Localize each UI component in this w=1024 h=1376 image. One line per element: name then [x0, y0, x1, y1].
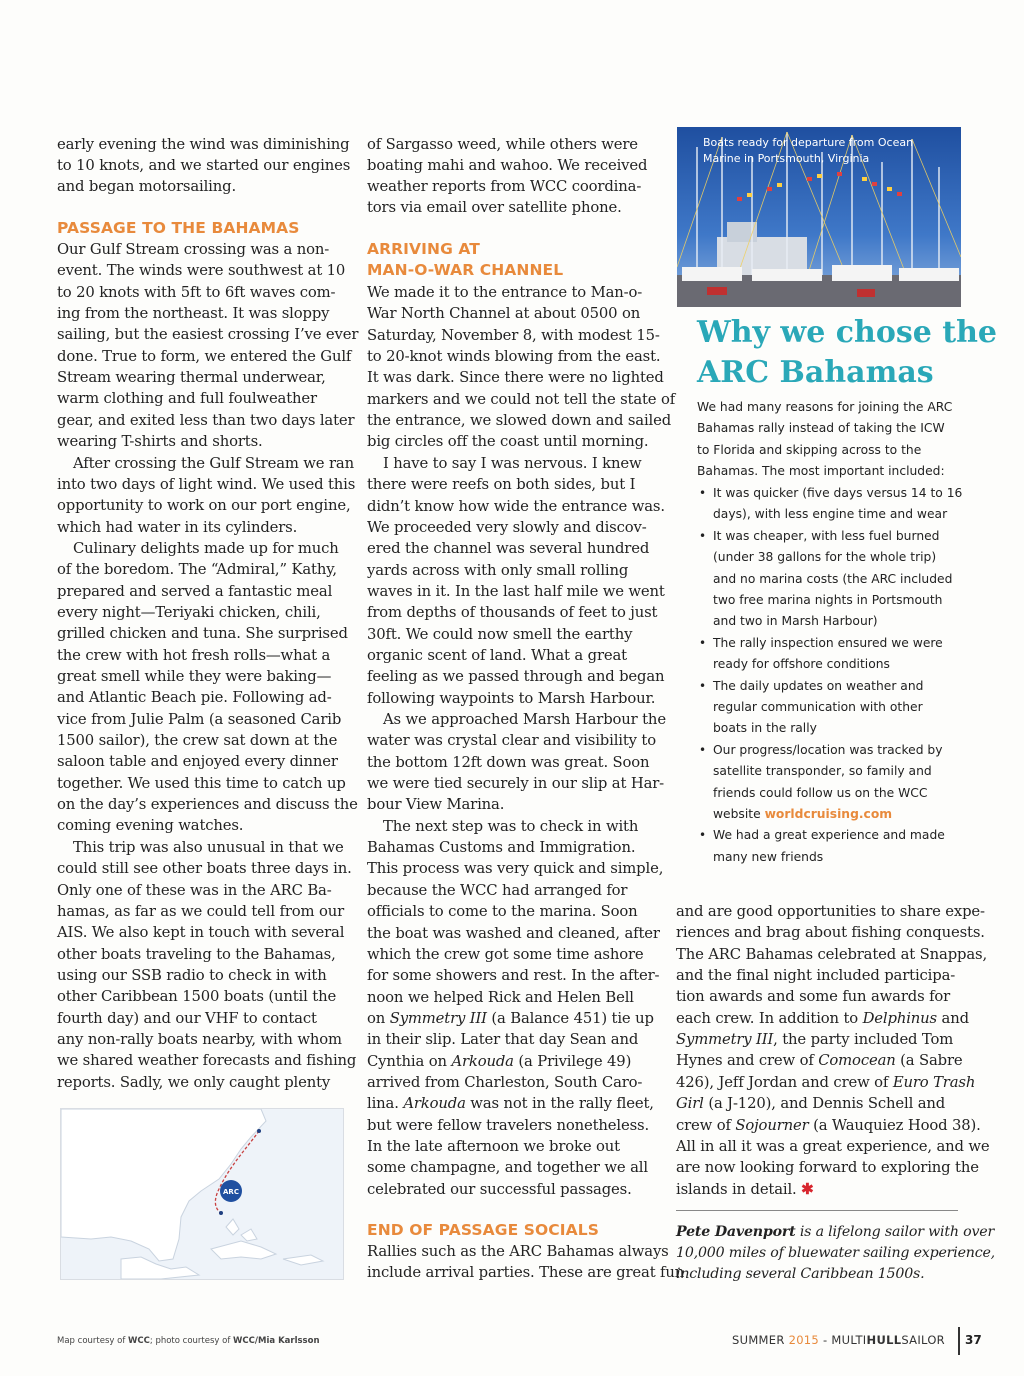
text-segment: feeling as we passed through and began: [367, 668, 665, 686]
text-segment: Hynes and crew of: [676, 1052, 819, 1070]
text-line: done. True to form, we entered the Gulf: [57, 347, 352, 365]
credit-text: WCC/Mia Karlsson: [233, 1336, 320, 1346]
text-line: wearing T-shirts and shorts.: [57, 433, 263, 451]
arc-badge-label: ARC: [223, 1188, 239, 1196]
text-line: [676, 1052, 963, 1069]
bullet-text: [713, 507, 947, 521]
boat-name: Symmetry III: [389, 1009, 487, 1027]
text-segment: the bottom 12ft down was great. Soon: [367, 753, 650, 771]
footer-year: 2015: [788, 1333, 820, 1347]
text-segment: markers and we could not tell the state of: [367, 390, 676, 408]
text-line: [676, 1074, 975, 1091]
text-line: [676, 1138, 990, 1155]
text-line: and Atlantic Beach pie. Following ad-: [57, 689, 332, 707]
route-map: [60, 1108, 344, 1280]
text-line: [367, 839, 635, 856]
sidebar-intro: Bahamas rally instead of taking the ICW: [697, 421, 945, 435]
author-bio-2: 10,000 miles of bluewater sailing experience,: [676, 1245, 995, 1261]
text-line: saloon table and enjoyed every dinner: [57, 753, 338, 771]
bullet-dot: •: [699, 828, 707, 843]
worldcruising-link[interactable]: worldcruising.com: [764, 807, 893, 821]
section-heading-passage: PASSAGE TO THE BAHAMAS: [57, 219, 300, 237]
text-line: [676, 1181, 813, 1198]
bullet-text-segment: regular communication with other: [713, 700, 923, 714]
bullet-dot: •: [699, 678, 707, 693]
author-bio-1: [676, 1224, 994, 1240]
text-segment: lina.: [367, 1095, 404, 1113]
boat-name: Arkouda: [403, 1095, 466, 1113]
bullet-text-segment: The rally inspection ensured we were: [713, 635, 943, 650]
bullet-text: [713, 636, 943, 650]
sidebar-intro: to Florida and skipping across to the: [697, 443, 922, 457]
sidebar-intro: Bahamas. The most important included:: [697, 464, 945, 478]
text-segment: celebrated our successful passages.: [367, 1180, 632, 1198]
text-line: the crew with hot fresh rolls—what a: [57, 646, 331, 664]
text-segment: As we approached Marsh Harbour the: [383, 711, 666, 728]
text-line: of the boredom. The “Admiral,” Kathy,: [57, 561, 337, 579]
author-name: Pete Davenport: [676, 1224, 796, 1240]
text-line: [676, 1010, 969, 1027]
bullet-text-segment: We had a great experience and made: [713, 828, 945, 843]
text-line: Rallies such as the ARC Bahamas always: [367, 1243, 669, 1260]
bullet-text-segment: website: [713, 807, 765, 821]
text-segment: and: [936, 1009, 969, 1027]
text-line: [367, 1074, 642, 1091]
text-segment: there were reefs on both sides, but I: [367, 476, 636, 494]
text-line: every night—Teriyaki chicken, chili,: [57, 603, 321, 621]
sidebar-title-2: ARC Bahamas: [697, 355, 934, 390]
text-segment: officials to come to the marina. Soon: [367, 903, 638, 921]
boat-name: Girl: [676, 1095, 704, 1113]
text-line: [676, 1095, 945, 1112]
text-line: [367, 583, 665, 600]
text-line: which had water in its cylinders.: [57, 518, 298, 536]
text-line: Only one of these was in the ARC Ba-: [57, 881, 332, 899]
divider: [676, 1210, 958, 1211]
text-line: [367, 1053, 631, 1070]
text-line: [383, 711, 666, 728]
text-line: great smell while they were baking—: [57, 668, 332, 685]
text-line: [367, 412, 671, 429]
bullet-text: [713, 657, 890, 671]
text-line: [367, 284, 642, 301]
bullet-text: [713, 614, 878, 628]
text-segment: The next step was to check in with: [383, 817, 639, 835]
bullet-text-segment: two free marina nights in Portsmouth: [713, 593, 943, 607]
text-segment: This process was very quick and simple,: [367, 860, 664, 878]
text-line: [367, 668, 664, 685]
text-line: and began motorsailing.: [57, 178, 237, 195]
text-segment: to 20-knot winds blowing from the east.: [367, 348, 661, 366]
text-line: tors via email over satellite phone.: [367, 199, 622, 216]
text-segment: (a Balance 451) tie up: [486, 1009, 654, 1027]
credit-text: WCC: [128, 1336, 150, 1346]
bullet-text-segment: It was quicker (five days versus 14 to 16: [713, 486, 963, 500]
text-line: [367, 604, 657, 621]
text-segment: each crew. In addition to: [676, 1009, 863, 1027]
bio-text: is a lifelong sailor with over: [795, 1224, 995, 1240]
page-footer: [732, 1333, 945, 1347]
bullet-text-segment: ready for offshore conditions: [713, 657, 890, 672]
photo-caption-1: Boats ready for departure from Ocean: [703, 136, 914, 149]
text-line: AIS. We also kept in touch with several: [57, 924, 345, 942]
boat-name: Delphinus: [862, 1009, 937, 1027]
bullet-dot: •: [699, 742, 707, 757]
text-line: [367, 391, 675, 408]
text-segment: War North Channel at about 0500 on: [367, 305, 641, 323]
text-line: [383, 455, 641, 472]
text-line: [676, 1159, 979, 1176]
text-line: [367, 796, 504, 813]
text-line: ing from the northeast. It was sloppy: [57, 305, 330, 323]
bullet-text: [713, 786, 927, 800]
text-segment: We proceeded very slowly and discov-: [367, 518, 647, 536]
text-segment: noon we helped Rick and Helen Bell: [367, 988, 634, 1006]
text-line: weather reports from WCC coordina-: [367, 178, 642, 195]
text-line: hamas, as far as we could tell from our: [57, 902, 345, 920]
text-line: [367, 1117, 649, 1134]
bullet-text: [713, 700, 923, 714]
bullet-text-segment: (under 38 gallons for the whole trip): [713, 550, 937, 565]
boat-name: Symmetry III: [676, 1031, 774, 1049]
bullet-text-segment: and two in Marsh Harbour): [713, 614, 878, 629]
text-line: [367, 305, 640, 322]
boat-name: Euro Trash: [892, 1073, 976, 1091]
text-line: grilled chicken and tuna. She surprised: [57, 625, 348, 643]
text-line: using our SSB radio to check in with: [57, 966, 327, 984]
text-segment: the entrance, we slowed down and sailed: [367, 412, 672, 430]
text-line: [367, 860, 663, 877]
text-segment: All in all it was a great experience, and we: [676, 1137, 990, 1155]
text-segment: bour View Marina.: [367, 796, 505, 814]
map-image: [61, 1109, 343, 1279]
text-line: [676, 1031, 953, 1048]
bullet-dot: •: [699, 486, 707, 500]
text-segment: but were fellow travelers nonetheless.: [367, 1116, 650, 1134]
bullet-text: [713, 486, 962, 500]
text-line: other boats traveling to the Bahamas,: [57, 945, 336, 963]
text-segment: ered the channel was several hundred: [367, 540, 650, 558]
text-segment: Cynthia on: [367, 1052, 452, 1070]
text-line: gear, and exited less than two days later: [57, 411, 355, 429]
text-line: [367, 690, 655, 707]
footer-sep: -: [819, 1333, 832, 1347]
text-line: Stream wearing thermal underwear,: [57, 369, 326, 387]
text-segment: because the WCC had arranged for: [367, 881, 628, 899]
text-line: [367, 882, 627, 899]
bullet-dot: •: [699, 528, 707, 543]
footer-season: SUMMER: [732, 1333, 789, 1347]
text-segment: Bahamas Customs and Immigration.: [367, 839, 636, 857]
text-line: [367, 967, 659, 984]
text-segment: islands in detail.: [676, 1180, 802, 1198]
bullet-text-segment: friends could follow us on the WCC: [713, 785, 928, 800]
text-segment: , the party included Tom: [773, 1031, 954, 1049]
text-line: together. We used this time to catch up: [57, 774, 346, 792]
text-line: reports. Sadly, we only caught plenty: [57, 1073, 331, 1091]
footer-mag: SAILOR: [901, 1333, 945, 1347]
boat-name: Arkouda: [451, 1052, 514, 1070]
bullet-text: [713, 572, 952, 586]
bullet-text-segment: satellite transponder, so family and: [713, 764, 932, 779]
text-line: [367, 732, 656, 749]
text-line: [676, 988, 950, 1005]
text-line: [367, 1159, 648, 1176]
text-line: [367, 540, 649, 557]
footer-rule: [958, 1327, 960, 1355]
text-segment: yards across with only small rolling: [367, 561, 629, 579]
boat-name: Comocean: [818, 1052, 896, 1070]
text-segment: water was crystal clear and visibility to: [367, 732, 656, 750]
text-segment: and are good opportunities to share expe-: [676, 903, 985, 920]
text-line: Our Gulf Stream crossing was a non-: [57, 241, 330, 258]
text-segment: didn’t know how wide the entrance was.: [367, 497, 665, 515]
text-segment: from depths of thousands of feet to just: [367, 604, 658, 622]
text-segment: tion awards and some fun awards for: [676, 988, 951, 1006]
text-line: sailing, but the easiest crossing I’ve ever: [57, 326, 359, 344]
text-line: [367, 1031, 638, 1048]
text-segment: (a J-120), and Dennis Schell and: [703, 1095, 946, 1113]
text-line: [367, 369, 664, 386]
text-line: [367, 946, 644, 963]
text-segment: are now looking forward to exploring the: [676, 1159, 979, 1177]
text-line: opportunity to work on our port engine,: [57, 497, 351, 515]
text-segment: organic scent of land. What a great: [367, 646, 627, 664]
credit-text: Map courtesy of: [57, 1336, 129, 1346]
bullet-text: [713, 850, 823, 864]
bullet-text-segment: many new friends: [713, 849, 824, 864]
text-segment: I have to say I was nervous. I knew: [383, 454, 642, 472]
text-line: [676, 967, 955, 984]
text-segment: Saturday, November 8, with modest 15-: [367, 326, 660, 344]
text-line: [367, 433, 648, 450]
text-line: any non-rally boats nearby, with whom: [57, 1030, 342, 1048]
text-line: prepared and served a fantastic meal: [57, 582, 333, 600]
author-bio-3: including several Caribbean 1500s.: [676, 1266, 925, 1282]
text-line: warm clothing and full foulweather: [57, 390, 317, 408]
section-heading-arriving: ARRIVING AT: [367, 240, 480, 258]
text-line: [367, 327, 660, 344]
bullet-text-segment: boats in the rally: [713, 721, 817, 736]
section-heading-arriving-2: MAN-O-WAR CHANNEL: [367, 261, 564, 279]
bullet-dot: •: [699, 635, 707, 650]
text-line: [676, 946, 987, 963]
text-segment: for some showers and rest. In the after-: [367, 967, 660, 985]
bullet-text: [713, 828, 945, 842]
text-line: [367, 519, 647, 536]
text-line: [676, 903, 985, 920]
bullet-text-segment: days), with less engine time and wear: [713, 507, 948, 522]
bullet-text-segment: Our progress/location was tracked by: [713, 742, 943, 757]
text-line: [367, 498, 665, 515]
text-line: on the day’s experiences and discuss the: [57, 796, 358, 814]
text-segment: which the crew got some time ashore: [367, 945, 644, 963]
sidebar-title-1: Why we chose the: [697, 315, 997, 350]
text-line: [367, 925, 660, 942]
text-segment: and the final night included participa-: [676, 967, 956, 985]
boat-name: Sojourner: [735, 1116, 809, 1134]
text-line: [367, 476, 635, 493]
text-segment: arrived from Charleston, South Caro-: [367, 1073, 643, 1091]
text-line: [367, 1181, 632, 1198]
end-mark-icon: ✱: [801, 1180, 814, 1198]
text-segment: It was dark. Since there were no lighted: [367, 369, 664, 387]
bullet-text: [713, 593, 942, 607]
text-segment: the boat was washed and cleaned, after: [367, 924, 660, 942]
text-segment: big circles off the coast until morning.: [367, 433, 649, 451]
page-number: 37: [965, 1333, 982, 1347]
bullet-text: [713, 743, 943, 757]
text-line: boating mahi and wahoo. We received: [367, 157, 648, 174]
sidebar-intro: We had many reasons for joining the ARC: [697, 400, 953, 414]
text-line: coming evening watches.: [57, 817, 244, 835]
section-heading-socials: END OF PASSAGE SOCIALS: [367, 1221, 599, 1239]
text-segment: riences and brag about fishing conquests.: [676, 924, 985, 942]
footer-mag: HULL: [866, 1333, 902, 1347]
text-line: [367, 562, 628, 579]
text-segment: following waypoints to Marsh Harbour.: [367, 689, 656, 707]
bullet-text-segment: The daily updates on weather and: [713, 678, 924, 693]
text-segment: crew of: [676, 1116, 736, 1134]
text-line: [367, 647, 627, 664]
text-line: vice from Julie Palm (a seasoned Carib: [57, 710, 342, 728]
bullet-text: [713, 721, 817, 735]
text-line: to 10 knots, and we started our engines: [57, 157, 351, 174]
text-line: After crossing the Gulf Stream we ran: [73, 454, 354, 472]
text-line: This trip was also unusual in that we: [73, 838, 344, 856]
text-segment: was not in the rally fleet,: [465, 1095, 654, 1113]
text-line: could still see other boats three days in.: [57, 860, 352, 878]
text-segment: (a Sabre: [895, 1052, 963, 1070]
bullet-text: [713, 807, 892, 821]
text-line: to 20 knots with 5ft to 6ft waves com-: [57, 283, 336, 301]
bullet-text-segment: and no marina costs (the ARC included: [713, 571, 953, 586]
marina-photo: [677, 127, 961, 307]
text-line: [367, 989, 634, 1006]
text-segment: waves in it. In the last half mile we went: [367, 582, 665, 600]
text-segment: we were tied securely in our slip at Har-: [367, 775, 665, 793]
text-line: include arrival parties. These are great fun: [367, 1264, 685, 1281]
text-line: event. The winds were southwest at 10: [57, 262, 346, 280]
text-segment: (a Privilege 49): [513, 1052, 632, 1070]
text-line: [676, 1117, 981, 1134]
text-line: early evening the wind was diminishing: [57, 136, 350, 153]
text-line: other Caribbean 1500 boats (until the: [57, 988, 337, 1006]
text-segment: 30ft. We could now smell the earthy: [367, 625, 633, 643]
text-line: [367, 626, 632, 643]
photo-credit: [57, 1336, 320, 1346]
text-line: we shared weather forecasts and fishing: [57, 1052, 357, 1070]
text-segment: in their slip. Later that day Sean and: [367, 1031, 639, 1049]
text-segment: 426), Jeff Jordan and crew of: [676, 1073, 893, 1091]
text-segment: In the late afternoon we broke out: [367, 1138, 620, 1155]
photo-caption-2: Marine in Portsmouth, Virginia: [703, 152, 870, 165]
text-line: [383, 818, 638, 835]
bullet-text: [713, 679, 923, 693]
text-segment: We made it to the entrance to Man-o-: [367, 284, 643, 301]
text-segment: on: [367, 1009, 390, 1027]
text-line: [367, 348, 660, 365]
text-line: [367, 1010, 654, 1027]
footer-mag: MULTI: [831, 1333, 867, 1347]
text-segment: some champagne, and together we all: [367, 1159, 648, 1177]
text-line: [367, 754, 649, 771]
text-line: [367, 903, 638, 920]
text-line: [367, 775, 664, 792]
bullet-text: [713, 764, 932, 778]
text-line: Culinary delights made up for much: [73, 539, 339, 557]
text-line: of Sargasso weed, while others were: [367, 136, 638, 153]
text-line: into two days of light wind. We used this: [57, 475, 356, 493]
credit-text: ; photo courtesy of: [149, 1336, 234, 1346]
text-line: [367, 1138, 620, 1155]
bullet-text: [713, 550, 936, 564]
text-line: [367, 1095, 654, 1112]
text-line: 1500 sailor), the crew sat down at the: [57, 732, 338, 750]
text-segment: (a Wauquiez Hood 38).: [808, 1116, 981, 1134]
bullet-text: [713, 529, 939, 543]
bullet-text-segment: It was cheaper, with less fuel burned: [713, 528, 940, 543]
text-line: fourth day) and our VHF to contact: [57, 1009, 317, 1027]
text-segment: The ARC Bahamas celebrated at Snappas,: [676, 945, 988, 963]
text-line: [676, 924, 985, 941]
